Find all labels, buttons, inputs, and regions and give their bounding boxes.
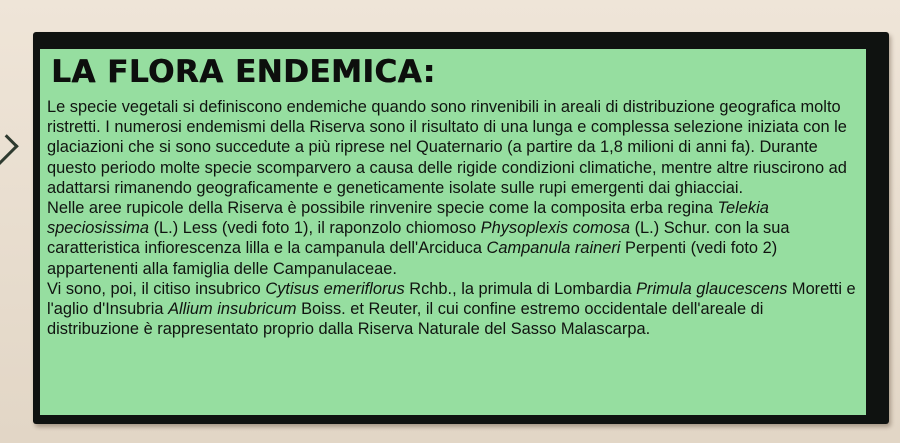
species-name: Cytisus emeriflorus	[265, 279, 405, 298]
text-segment: Rchb., la primula di Lombardia	[404, 279, 637, 298]
paragraph-rupicolous-species	[47, 198, 856, 279]
species-name: Allium insubricum	[168, 300, 297, 319]
sign-title: LA FLORA ENDEMICA:	[51, 54, 436, 90]
text-segment: Boiss. et Reuter, il cui confine estremo occidentale dell'areale di distribuzione è rappresentato proprio dalla Riserva Naturale del Sasso Malascarpa.	[47, 300, 764, 339]
sign-body	[47, 97, 856, 339]
text-segment: Moretti e l'aglio d'Insubria	[47, 279, 856, 319]
species-name: Campanula raineri	[486, 239, 621, 258]
text-segment: Vi sono, poi, il citiso insubrico	[47, 279, 266, 298]
sign-panel	[40, 49, 866, 415]
text-segment: (L.) Less (vedi foto 1), il raponzolo chiomoso	[149, 219, 481, 238]
text-segment: Perpenti (vedi foto 2) appartenenti alla famiglia delle Campanulaceae.	[47, 239, 778, 278]
paragraph-insubric-species	[47, 279, 856, 340]
species-name: Primula glaucescens	[636, 279, 788, 298]
text-segment: (L.) Schur. con la sua caratteristica infiorescenza lilla e la campanula dell'Arciduca	[47, 219, 790, 258]
species-name: Physoplexis comosa	[480, 219, 631, 238]
paragraph-endemism: Le specie vegetali si definiscono endemiche quando sono rinvenibili in areali di distribuzione geografica molto ristretti. I numerosi endemismi della Riserva sono il risultato di una lunga e complessa selezione iniziata con le glaciazioni che si sono succedute a più riprese nel Quaternario (a partire da 1,8 milioni di anni fa). Durante questo periodo molte specie scomparvero a causa delle rigide condizioni climatiche, mentre altre riuscirono ad adattarsi rimanendo geograficamente e geneticamente isolate sulle rupi emergenti dai ghiacciai.	[47, 98, 847, 197]
species-name: Telekia speciosissima	[47, 199, 769, 238]
text-segment: Nelle aree rupicole della Riserva è possibile rinvenire specie come la composita erba regina	[47, 199, 718, 218]
